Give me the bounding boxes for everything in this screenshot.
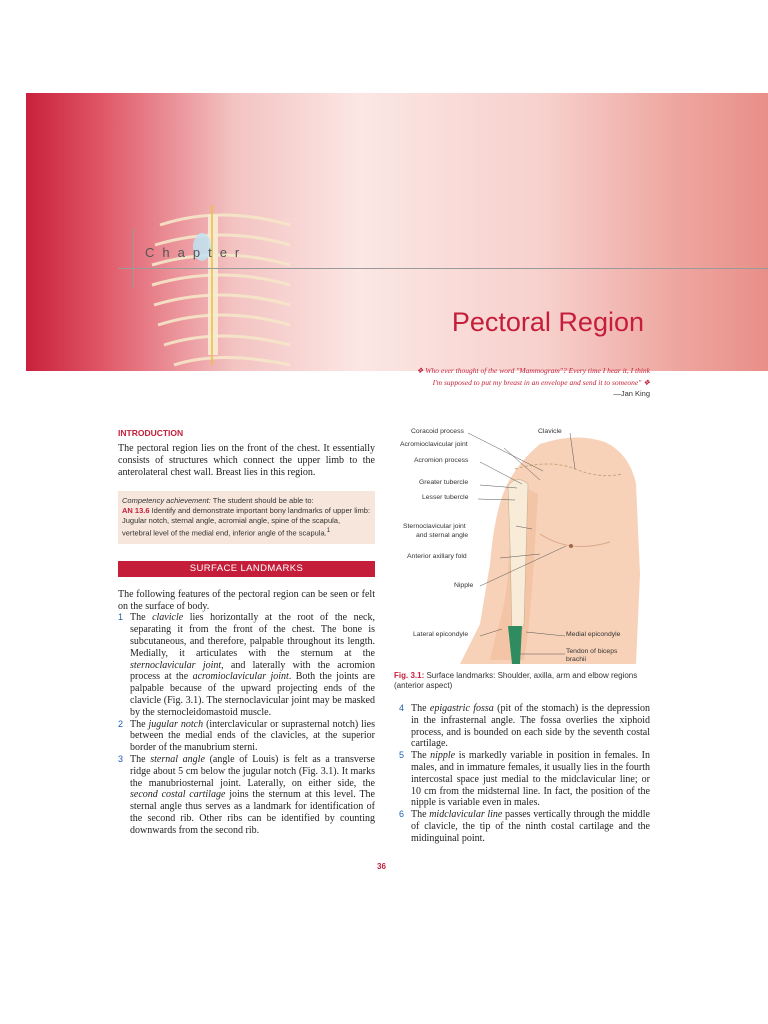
figure-caption-number: Fig. 3.1:: [394, 671, 425, 680]
right-column: [399, 703, 650, 845]
list-item: [399, 703, 650, 750]
surface-landmarks-intro: The following features of the pectoral region can be seen or felt on the surface of body.: [118, 588, 375, 612]
label-sternoclavicular-2: and sternal angle: [416, 532, 469, 539]
label-lesser-tubercle: Lesser tubercle: [422, 494, 469, 501]
label-lateral-epicondyle: Lateral epicondyle: [413, 631, 469, 638]
list-text: The clavicle lies horizontally at the root of the neck, separating it from the front of the chest. The bone is subcutaneous, and therefore, palpable throughout its length. Medially, it articulates with the sternum at the sternoclavicular joint, and laterally with the acromion process at the acromioclavicular joint. Both the joints are palpable because of the upward projecting ends of the clavicle (Fig. 3.1). The sternoclavicular joint may be masked by the sternocleidomastoid muscle.: [130, 612, 375, 718]
list-text: The jugular notch (interclavicular or suprasternal notch) lies between the medial ends of the clavicles, at the superior border of the manubrium sterni.: [130, 718, 376, 754]
competency-code: AN 13.6: [122, 506, 150, 516]
label-acromioclavicular: Acromioclavicular joint: [400, 441, 468, 448]
label-sternoclavicular-1: Sternoclavicular joint: [403, 523, 466, 530]
epigraph-line-1: ❖ Who ever thought of the word "Mammogram"? Every time I hear it, I think: [416, 366, 650, 375]
list-text: The midclavicular line passes vertically through the middle of clavicle, the tip of the ninth costal cartilage and the midinguinal point.: [411, 809, 650, 844]
list-number: 5: [399, 750, 405, 761]
list-item: [399, 809, 650, 844]
list-number: 2: [118, 718, 124, 729]
epigraph-line-2: I'm supposed to put my breast in an envelope and send it to someone" ❖: [432, 378, 650, 387]
label-coracoid: Coracoid process: [411, 428, 464, 435]
list-item: [118, 719, 375, 754]
competency-lead-label: Competency achievement:: [122, 496, 211, 506]
competency-item: [122, 506, 371, 539]
list-item: [399, 750, 650, 809]
competency-text: Identify and demonstrate important bony landmarks of upper limb: Jugular notch, sternal angle, acromial angle, spine of the scapula, vertebral level of the medial end, inferior angle of the scapula.: [122, 506, 371, 538]
label-acromion: Acromion process: [414, 457, 469, 464]
thorax-illustration: [140, 185, 300, 385]
introduction-text: The pectoral region lies on the front of the chest. It essentially consists of structures which connect the upper limb to the anterolateral chest wall. Breast lies in this region.: [118, 443, 375, 478]
epigraph-author: —Jan King: [613, 389, 650, 398]
competency-lead: [122, 496, 371, 506]
label-greater-tubercle: Greater tubercle: [419, 479, 469, 486]
landmarks-list-left: [118, 612, 375, 836]
page-number: 36: [377, 862, 386, 871]
label-nipple: Nipple: [454, 582, 474, 589]
chapter-divider: [118, 268, 768, 269]
chapter-banner: [26, 93, 768, 371]
label-medial-epicondyle: Medial epicondyle: [566, 631, 621, 638]
chapter-label: Chapter: [145, 245, 248, 260]
figure-caption-text: Surface landmarks: Shoulder, axilla, arm and elbow regions (anterior aspect): [394, 671, 638, 690]
left-column: [118, 428, 375, 837]
figure-caption: [394, 671, 654, 691]
competency-lead-rest: The student should be able to:: [210, 496, 314, 506]
surface-landmarks-heading: SURFACE LANDMARKS: [118, 561, 375, 577]
label-axillary-fold: Anterior axillary fold: [407, 553, 467, 560]
list-item: [118, 612, 375, 718]
chapter-divider-vertical: [133, 228, 134, 288]
introduction-heading: INTRODUCTION: [118, 428, 184, 438]
list-number: 1: [118, 612, 124, 623]
list-number: 4: [399, 703, 405, 713]
list-item: [118, 754, 375, 837]
label-clavicle: Clavicle: [538, 428, 562, 435]
epigraph: [320, 365, 650, 389]
list-text: The nipple is markedly variable in position in females. In males, and in immature females, it usually lies in the fourth intercostal space just medial to the midclavicular line; or 10 cm from the midsternal line. In fact, the position of the nipple is variable even in males.: [411, 750, 651, 809]
list-number: 6: [399, 809, 405, 820]
competency-sup: 1: [326, 527, 331, 535]
page-title: Pectoral Region: [451, 307, 644, 337]
list-text: The sternal angle (angle of Louis) is felt as a transverse ridge about 5 cm below the jugular notch (Fig. 3.1). It marks the manubriosternal joint. Laterally, on either side, the second costal cartilage joins the sternum at this level. The sternal angle thus serves as a landmark for identification of the second rib. Other ribs can be identified by counting downwards from the second rib.: [130, 754, 375, 836]
competency-box: [118, 491, 375, 544]
list-text: The epigastric fossa (pit of the stomach) is the depression in the infrasternal angle. The fossa overlies the xiphoid process, and is bounded on each side by the seventh costal cartilage.: [411, 703, 650, 750]
label-tendon-2: brachii: [566, 656, 587, 663]
label-tendon-1: Tendon of biceps: [566, 648, 618, 655]
list-number: 3: [118, 754, 124, 765]
